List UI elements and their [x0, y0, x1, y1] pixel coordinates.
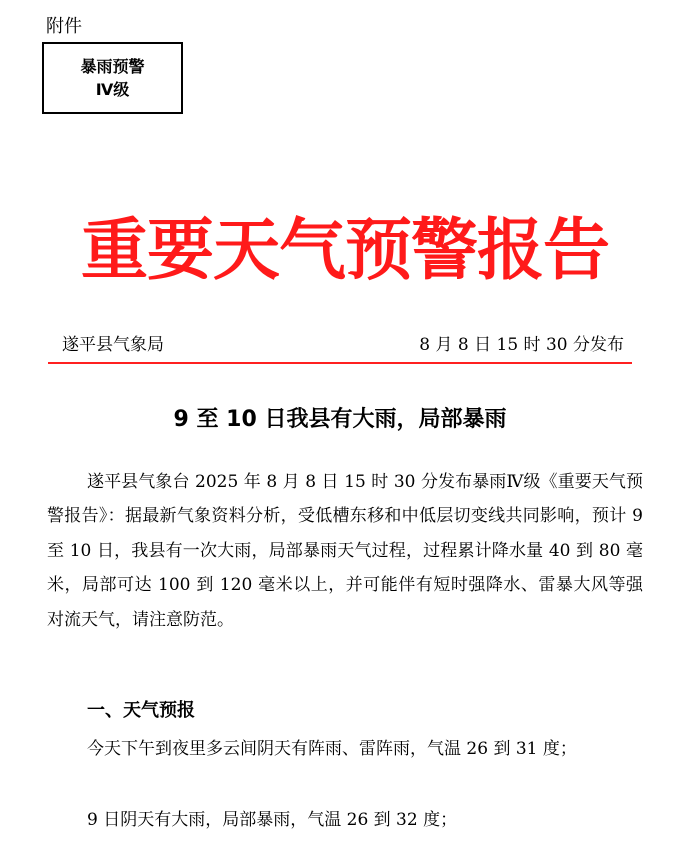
issuer: 遂平县气象局	[62, 335, 164, 355]
warning-type: 暴雨预警	[80, 57, 145, 76]
forecast-day9: 9 日阴天有大雨，局部暴雨，气温 26 到 32 度；	[87, 810, 458, 830]
warning-level: Ⅳ级	[95, 80, 130, 99]
issuer-line	[48, 330, 632, 360]
attachment-label: 附件	[46, 16, 82, 37]
section-heading-forecast: 一、天气预报	[87, 700, 195, 721]
headline: 9 至 10 日我县有大雨，局部暴雨	[173, 407, 507, 432]
warning-level-box	[42, 42, 183, 114]
report-title: 重要天气预警报告	[81, 211, 609, 289]
forecast-today: 今天下午到夜里多云间阴天有阵雨、雷阵雨，气温 26 到 31 度；	[87, 739, 577, 759]
issue-time: 8 月 8 日 15 时 30 分发布	[419, 335, 624, 355]
summary-paragraph: 遂平县气象台 2025 年 8 月 8 日 15 时 30 分发布暴雨Ⅳ级《重要天气预警报告》：据最新气象资料分析，受低槽东移和中低层切变线共同影响，预计 9 至 10 日，我县有一次大雨，局部暴雨天气过程，过程累计降水量 40 到 80 毫米，局部可达 100 到 120 毫米以上，并可能伴有短时强降水、雷暴大风等强对流天气，请注意防范。	[47, 472, 643, 630]
red-divider	[48, 362, 632, 364]
